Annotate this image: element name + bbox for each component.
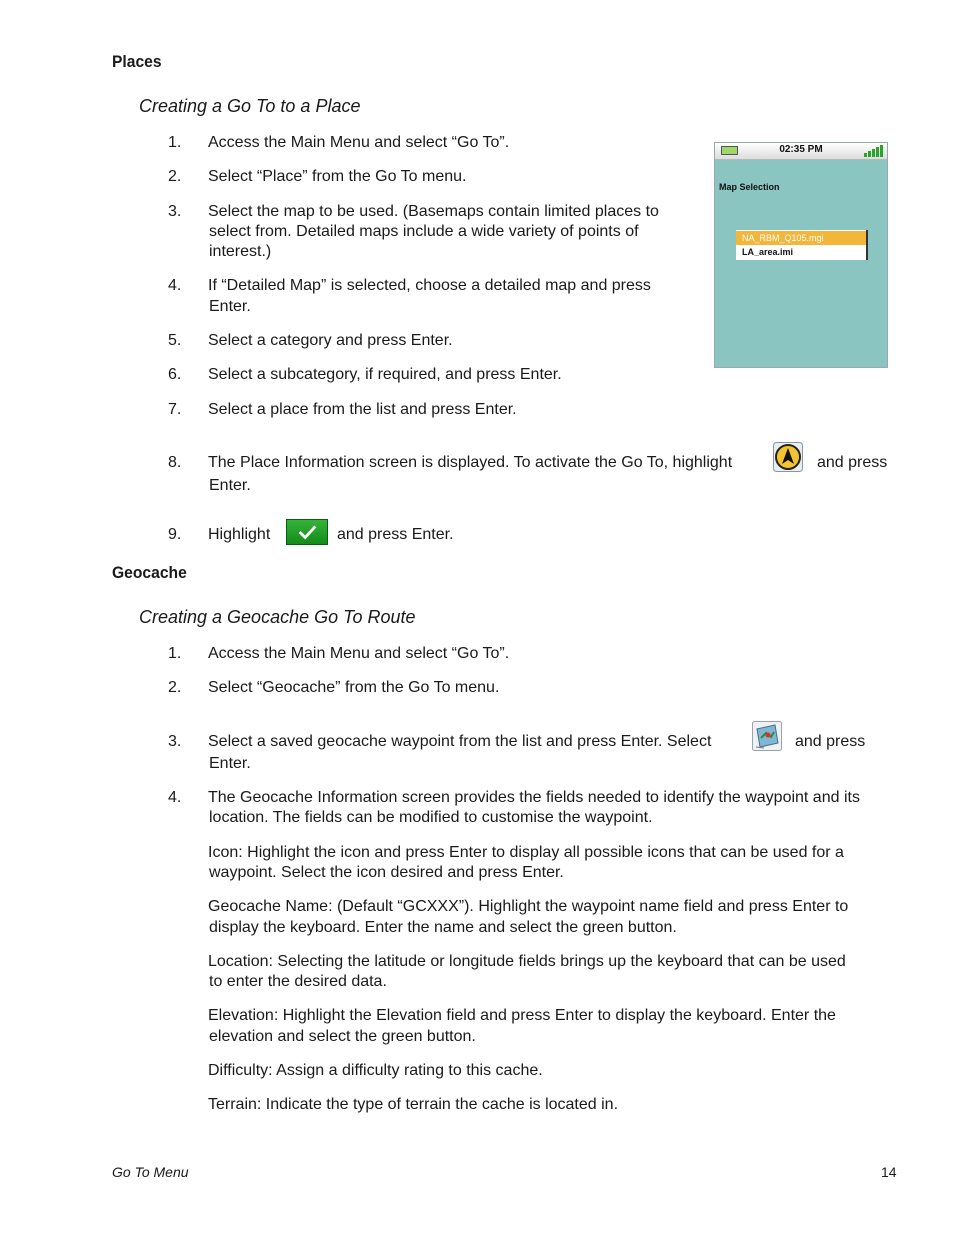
check-icon (287, 520, 327, 544)
field-elevation-line-1: Elevation: Highlight the Elevation field and press Enter to display the keyboard. Enter the (208, 1007, 836, 1024)
places-step-4-line-2: Enter. (209, 298, 251, 315)
places-step-3-line-3: interest.) (209, 243, 272, 260)
page-number: 14 (881, 1164, 897, 1180)
field-icon-line-1: Icon: Highlight the icon and press Enter to display all possible icons that can be used for a (208, 844, 844, 861)
places-step-1-text: Access the Main Menu and select “Go To”. (208, 134, 510, 151)
places-step-4-number: 4. (168, 277, 182, 294)
geocache-subheading: Creating a Geocache Go To Route (139, 607, 416, 627)
places-step-7-number: 7. (168, 401, 182, 418)
geocache-step-4-number: 4. (168, 789, 182, 806)
places-step-6-text: Select a subcategory, if required, and press Enter. (208, 366, 562, 383)
geocache-step-4-line-2: location. The fields can be modified to customise the waypoint. (209, 809, 653, 826)
geocache-step-2-number: 2. (168, 679, 182, 696)
field-geocache-name-line-1: Geocache Name: (Default “GCXXX”). Highlight the waypoint name field and press Enter to (208, 898, 849, 915)
field-elevation-line-2: elevation and select the green button. (209, 1028, 476, 1045)
geocache-step-2-text: Select “Geocache” from the Go To menu. (208, 679, 500, 696)
places-step-9-text-after: and press Enter. (337, 526, 454, 543)
map-selection-screenshot (714, 142, 888, 368)
device-clock: 02:35 PM (779, 144, 823, 155)
places-step-9-text-before: Highlight (208, 526, 271, 543)
geocache-step-3-number: 3. (168, 733, 182, 750)
places-step-9-number: 9. (168, 526, 182, 543)
places-step-3-line-2: select from. Detailed maps include a wide variety of points of (209, 223, 639, 240)
device-map-item-selected: NA_RBM_Q105.mgi (736, 231, 866, 245)
places-step-8-text-after: and press (817, 454, 888, 471)
places-step-7-text: Select a place from the list and press Enter. (208, 401, 517, 418)
device-status-bar (715, 143, 887, 160)
geocache-map-icon (752, 721, 782, 751)
places-step-8-text-before: The Place Information screen is displayed. To activate the Go To, highlight (208, 454, 733, 471)
field-location-line-2: to enter the desired data. (209, 973, 387, 990)
geocache-step-4-line-1: The Geocache Information screen provides the fields needed to identify the waypoint and its (208, 789, 860, 806)
places-step-6-number: 6. (168, 366, 182, 383)
geocache-step-3-line-2: Enter. (209, 755, 251, 772)
places-subheading: Creating a Go To to a Place (139, 96, 361, 116)
field-icon-line-2: waypoint. Select the icon desired and press Enter. (209, 864, 564, 881)
field-geocache-name-line-2: display the keyboard. Enter the name and select the green button. (209, 919, 677, 936)
places-step-8-number: 8. (168, 454, 182, 471)
places-step-2-text: Select “Place” from the Go To menu. (208, 168, 467, 185)
places-step-3-line-1: Select the map to be used. (Basemaps contain limited places to (208, 203, 659, 220)
field-terrain: Terrain: Indicate the type of terrain the cache is located in. (208, 1096, 619, 1113)
geocache-step-3-text-before: Select a saved geocache waypoint from the list and press Enter. Select (208, 733, 712, 750)
places-step-5-text: Select a category and press Enter. (208, 332, 453, 349)
field-location-line-1: Location: Selecting the latitude or longitude fields brings up the keyboard that can be used (208, 953, 846, 970)
green-checkmark-button (286, 519, 328, 545)
places-step-3-number: 3. (168, 203, 182, 220)
footer-section-title: Go To Menu (112, 1164, 189, 1180)
places-step-1-number: 1. (168, 134, 182, 151)
field-difficulty: Difficulty: Assign a difficulty rating to this cache. (208, 1062, 543, 1079)
places-heading: Places (112, 52, 162, 71)
signal-strength-icon (864, 145, 884, 157)
go-to-navigation-icon (773, 442, 803, 472)
places-step-2-number: 2. (168, 168, 182, 185)
geocache-step-1-text: Access the Main Menu and select “Go To”. (208, 645, 510, 662)
geocache-step-3-text-after: and press (795, 733, 866, 750)
geocache-heading: Geocache (112, 563, 187, 582)
geocache-step-1-number: 1. (168, 645, 182, 662)
places-step-4-line-1: If “Detailed Map” is selected, choose a detailed map and press (208, 277, 651, 294)
places-step-5-number: 5. (168, 332, 182, 349)
device-map-list (736, 230, 868, 260)
device-screen-title: Map Selection (719, 182, 780, 192)
device-map-item: LA_area.imi (742, 247, 794, 257)
places-step-8-line-2: Enter. (209, 477, 251, 494)
